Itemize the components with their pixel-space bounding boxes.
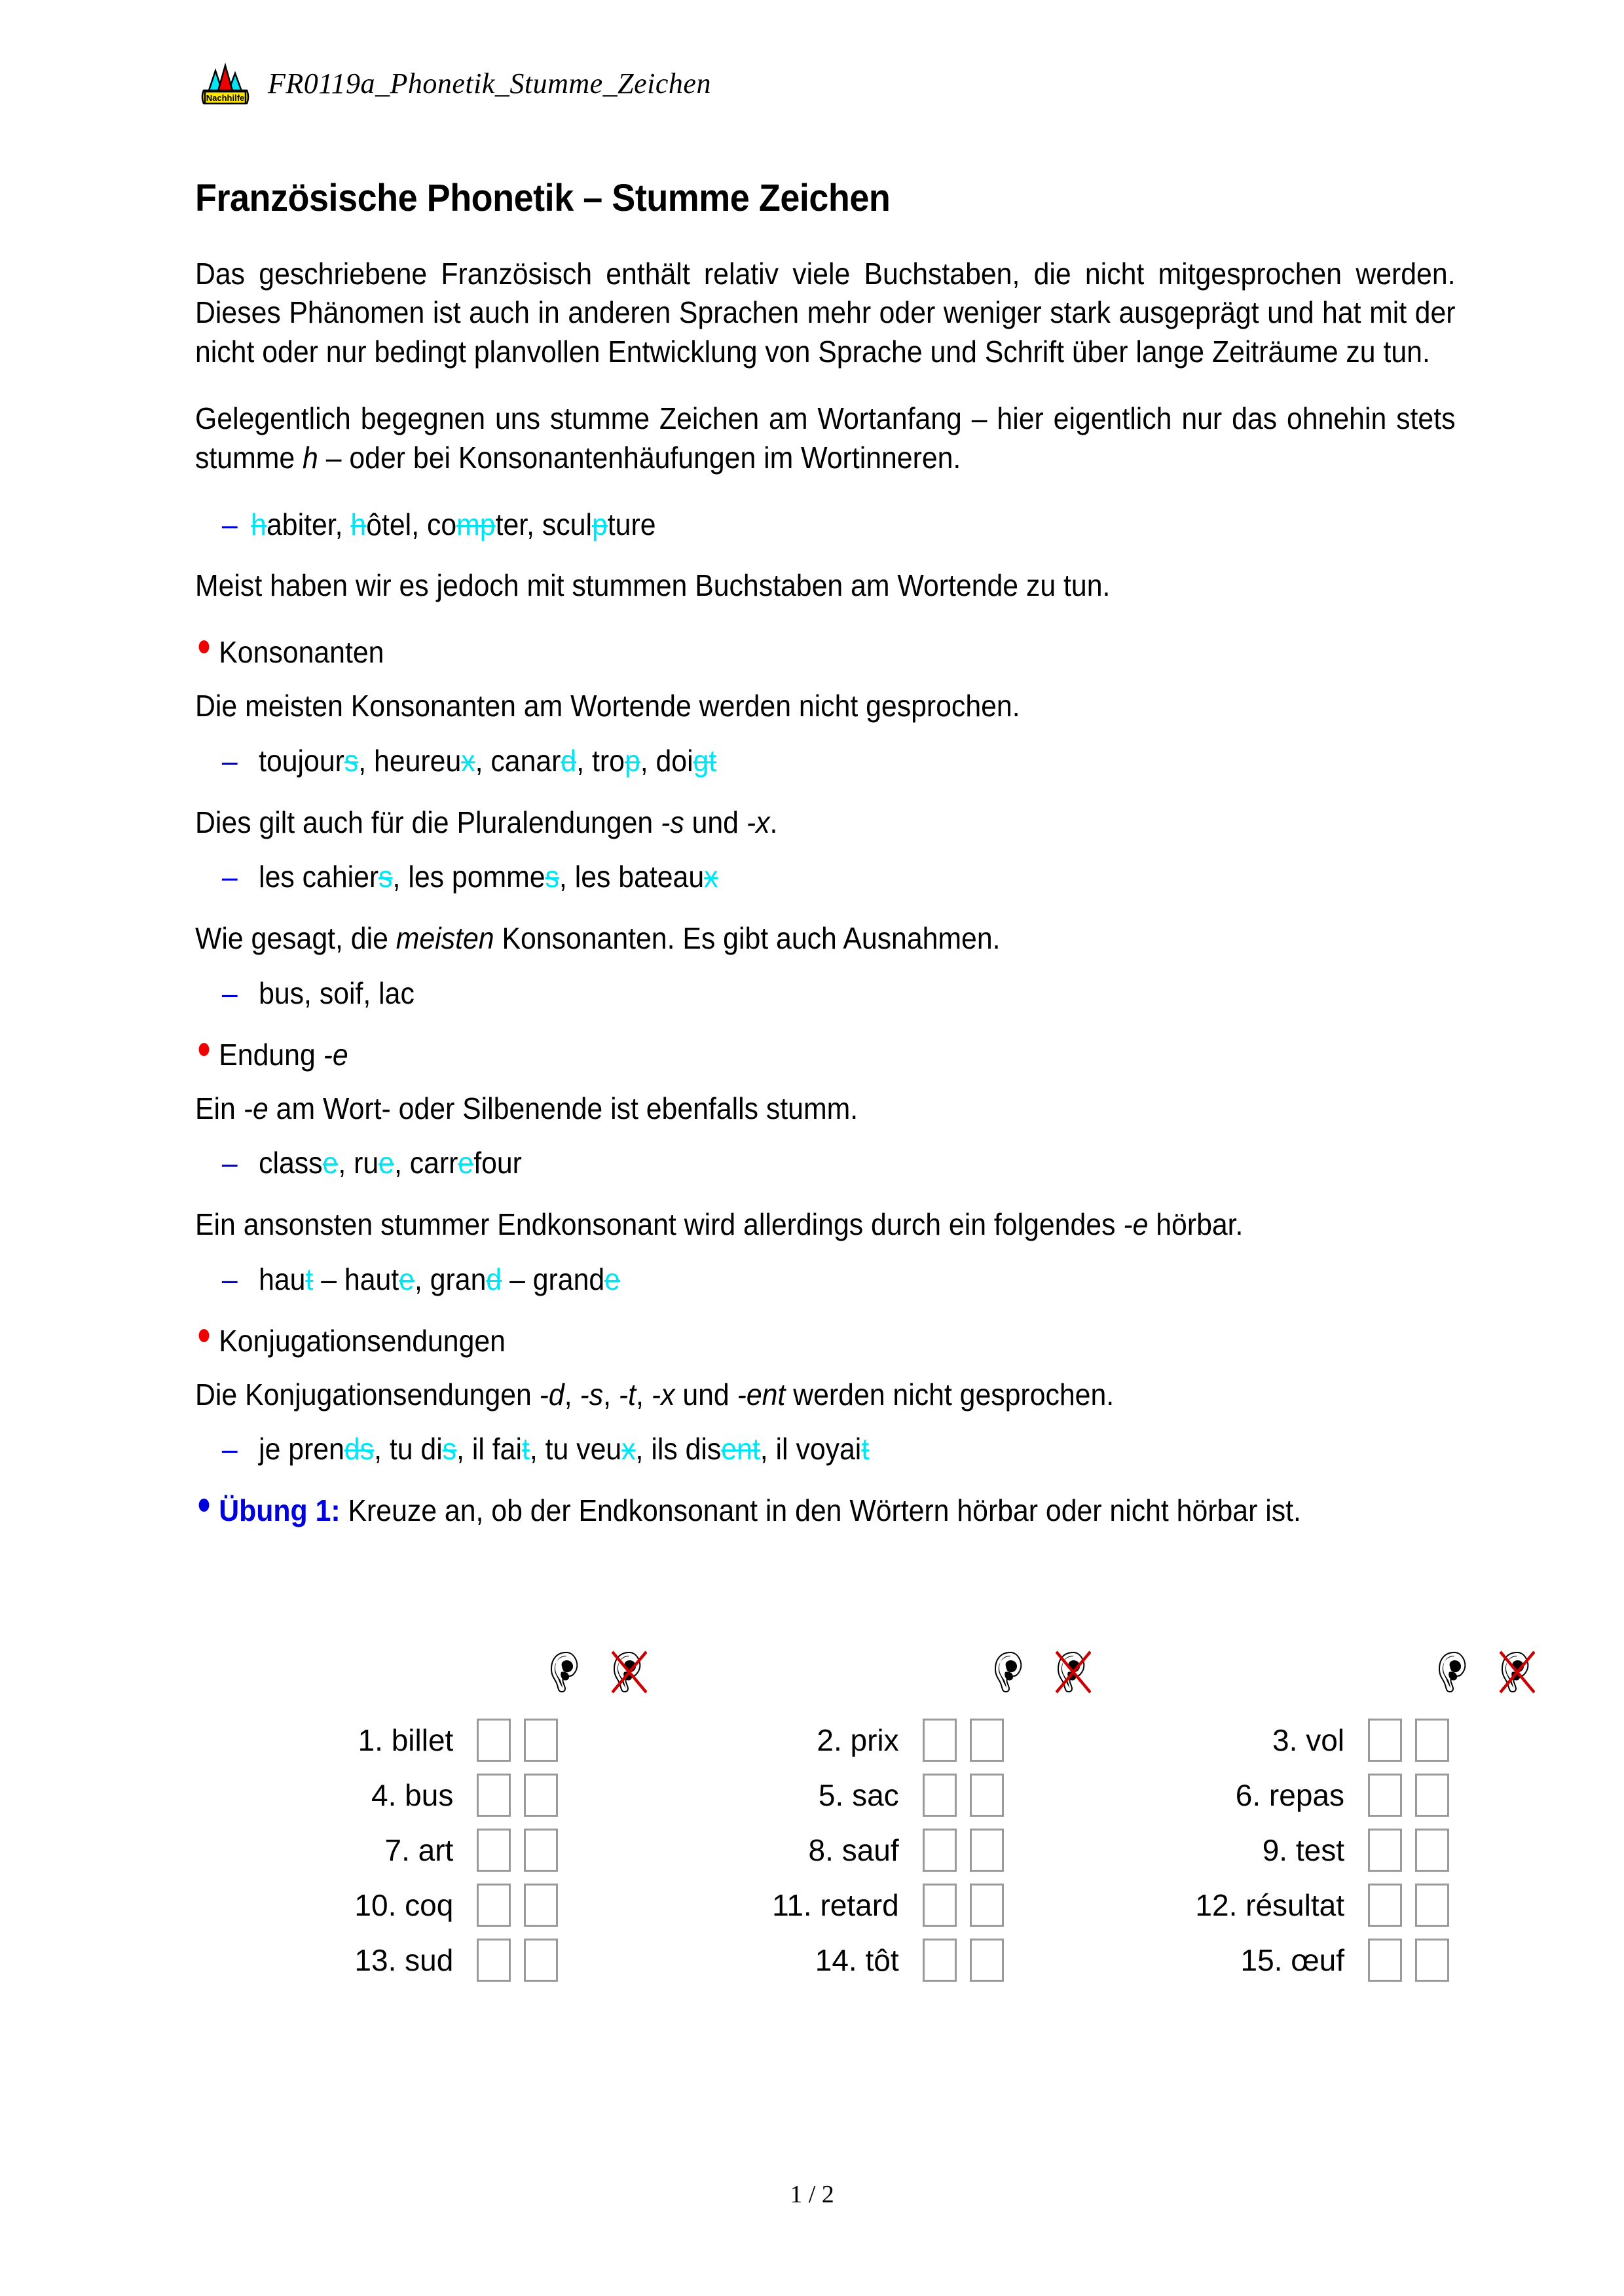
item-number: 12. — [1195, 1888, 1238, 1922]
word-cell — [195, 1768, 470, 1823]
ear-icon-header-row — [195, 1650, 1456, 1713]
spacer — [564, 1713, 640, 1768]
spacer — [564, 1878, 640, 1933]
checkbox-cell-silent[interactable] — [963, 1713, 1010, 1768]
wortanfang-paragraph — [195, 399, 1456, 478]
checkbox-silent[interactable] — [524, 1939, 558, 1982]
checkbox-cell-silent[interactable] — [1409, 1768, 1456, 1823]
checkbox-audible[interactable] — [477, 1774, 511, 1817]
dash-marker: – — [221, 976, 238, 1011]
checkbox-silent[interactable] — [1415, 1884, 1449, 1927]
item-word: sac — [852, 1778, 899, 1812]
silent-letter: t — [305, 1262, 314, 1297]
word-cell — [640, 1878, 915, 1933]
endung-e-a: Ein — [195, 1091, 244, 1125]
konj-sep2: , — [603, 1377, 619, 1412]
item-word: tôt — [865, 1943, 899, 1977]
item-word: test — [1295, 1833, 1344, 1867]
plural-text-mid: und — [684, 805, 747, 839]
checkbox-cell-silent[interactable] — [1409, 1823, 1456, 1878]
table-row — [195, 1823, 1456, 1878]
plural-text-a: Dies gilt auch für die Pluralendungen — [195, 805, 661, 839]
silent-letter: e — [322, 1146, 339, 1180]
item-number: 13. — [354, 1943, 397, 1977]
silent-letter: ent — [721, 1432, 760, 1467]
item-number: 10. — [354, 1888, 397, 1922]
checkbox-cell-audible[interactable] — [916, 1823, 963, 1878]
checkbox-silent[interactable] — [1415, 1774, 1449, 1817]
ear-icon-pair-col1 — [549, 1650, 647, 1694]
silent-letter: s — [442, 1432, 457, 1467]
item-word: sauf — [841, 1833, 899, 1867]
checkbox-audible[interactable] — [1368, 1829, 1402, 1872]
section-heading-label: Konjugationsendungen — [219, 1323, 506, 1358]
item-word: œuf — [1291, 1943, 1344, 1977]
page-title: Französische Phonetik – Stumme Zeichen — [195, 177, 891, 219]
checkbox-audible[interactable] — [923, 1774, 957, 1817]
endung-e-body — [195, 1089, 1456, 1129]
item-word: résultat — [1246, 1888, 1344, 1922]
item-number: 2. — [817, 1723, 842, 1757]
wortanfang-line1: Gelegentlich begegnen uns stumme Zeichen am Wortanfang – hier eigentlich nur das — [195, 401, 1278, 436]
item-number: 8. — [808, 1833, 834, 1867]
word-cell — [1086, 1768, 1361, 1823]
silent-letter: gt — [693, 743, 717, 778]
item-number: 4. — [371, 1778, 397, 1812]
checkbox-cell-silent[interactable] — [963, 1823, 1010, 1878]
item-word: retard — [820, 1888, 899, 1922]
silent-letter: d — [561, 743, 577, 778]
item-number: 7. — [384, 1833, 410, 1867]
silent-letter: h — [251, 507, 267, 541]
italic-s: -s — [580, 1377, 604, 1412]
silent-letter: t — [861, 1432, 870, 1467]
word-cell — [1086, 1823, 1361, 1878]
item-number: 1. — [358, 1723, 383, 1757]
checkbox-silent[interactable] — [1415, 1939, 1449, 1982]
ear-icon — [549, 1650, 584, 1694]
silent-letter: s — [545, 860, 559, 894]
exercise-instruction: Kreuze an, ob der Endkonsonant in den Wörtern hörbar oder nicht hörbar ist. — [340, 1493, 1301, 1528]
item-word: sud — [405, 1943, 454, 1977]
exercise-label: Übung 1: — [219, 1493, 341, 1528]
checkbox-audible[interactable] — [923, 1939, 957, 1982]
italic-e-hoerbar: -e — [1123, 1207, 1149, 1242]
checkbox-cell-silent[interactable] — [517, 1713, 564, 1768]
konj-sep3: , — [636, 1377, 652, 1412]
word-cell — [640, 1768, 915, 1823]
example-konsonanten: – toujours, heureux, canard, trop, doigt — [221, 743, 717, 778]
silent-letter: s — [378, 860, 393, 894]
dash-marker: – — [221, 1262, 238, 1297]
checkbox-cell-silent[interactable] — [517, 1878, 564, 1933]
checkbox-cell-audible[interactable] — [1361, 1823, 1409, 1878]
wortanfang-line2a: ohnehin stets stumme — [195, 401, 1456, 475]
word-cell — [195, 1713, 470, 1768]
item-word: billet — [391, 1723, 454, 1757]
checkbox-audible[interactable] — [477, 1829, 511, 1872]
example-konjugation: – je prends, tu dis, il fait, tu veux, ils disent, il voyait — [221, 1432, 870, 1467]
word-cell — [195, 1878, 470, 1933]
checkbox-cell-audible[interactable] — [1361, 1768, 1409, 1823]
ausnahmen-b: Konsonanten. Es gibt auch Ausnahmen. — [494, 921, 1001, 956]
ear-icon — [993, 1650, 1028, 1694]
italic-e-ending: -e — [243, 1091, 268, 1125]
red-bullet-icon — [199, 1329, 210, 1342]
silent-letter: h — [350, 507, 367, 541]
section-heading-label: Konsonanten — [219, 635, 384, 670]
silent-letter: e — [458, 1146, 474, 1180]
example-endung-e: – classe, rue, carrefour — [221, 1146, 522, 1180]
silent-letter: ds — [344, 1432, 375, 1467]
silent-letter: e — [399, 1262, 415, 1297]
red-bullet-icon — [199, 640, 210, 653]
section-heading-konjugation — [195, 1322, 1456, 1361]
ear-icon-pair-col2 — [993, 1650, 1091, 1694]
table-row — [195, 1713, 1456, 1768]
word-cell — [1086, 1878, 1361, 1933]
checkbox-cell-audible[interactable] — [1361, 1878, 1409, 1933]
section-heading-italic: -e — [323, 1037, 348, 1072]
item-number: 14. — [815, 1943, 857, 1977]
word-cell — [640, 1713, 915, 1768]
dash-marker: – — [221, 743, 238, 778]
wortende-paragraph: Meist haben wir es jedoch mit stummen Buchstaben am Wortende zu tun. — [195, 568, 1111, 603]
checkbox-cell-audible[interactable] — [1361, 1933, 1409, 1988]
table-row — [195, 1878, 1456, 1933]
page-number: 1 / 2 — [790, 2181, 834, 2208]
spacer — [564, 1933, 640, 1988]
intro-paragraph: Das geschriebene Französisch enthält relativ viele Buchstaben, die nicht mitgesprochen werden. Dieses Phänomen ist auch in anderen Sprachen mehr oder weniger stark ausgeprägt und hat mit der nicht oder nur bedingt planvollen Entwicklung von Sprache und Schrift über lange Zeiträume zu tun. — [195, 256, 1456, 369]
konj-mid: und — [674, 1377, 737, 1412]
nachhilfe-mountain-logo — [200, 58, 252, 109]
silent-letter: x — [621, 1432, 636, 1467]
hoerbar-body — [195, 1205, 1456, 1245]
silent-letter: p — [591, 507, 608, 541]
spacer — [1010, 1713, 1086, 1768]
checkbox-silent[interactable] — [970, 1774, 1004, 1817]
plural-text-end: . — [769, 805, 778, 839]
document-header — [200, 58, 711, 109]
page-footer — [0, 2180, 1624, 2209]
checkbox-cell-silent[interactable] — [517, 1933, 564, 1988]
ear-crossed-out-icon — [1500, 1650, 1535, 1694]
table-row — [195, 1768, 1456, 1823]
checkbox-silent[interactable] — [524, 1829, 558, 1872]
hoerbar-a: Ein ansonsten stummer Endkonsonant wird allerdings durch ein folgendes — [195, 1207, 1124, 1242]
example-ausnahmen — [195, 974, 1456, 1013]
dash-marker: – — [221, 1146, 238, 1180]
example-haut-haute: – haut – haute, grand – grande — [221, 1262, 620, 1297]
checkbox-cell-audible[interactable] — [916, 1713, 963, 1768]
document-body — [195, 177, 1456, 1531]
dash-marker: – — [221, 1432, 238, 1467]
section-heading-label: Endung — [219, 1037, 323, 1072]
ear-crossed-out-icon — [612, 1650, 647, 1694]
italic-x: -x — [651, 1377, 675, 1412]
silent-letter: p — [624, 743, 640, 778]
checkbox-cell-audible[interactable] — [916, 1933, 963, 1988]
italic-meisten: meisten — [396, 921, 494, 956]
silent-letter: x — [704, 860, 718, 894]
checkbox-audible[interactable] — [923, 1884, 957, 1927]
checkbox-audible[interactable] — [477, 1719, 511, 1762]
exercise-table — [195, 1650, 1456, 1988]
konj-sep1: , — [564, 1377, 580, 1412]
blue-bullet-icon — [199, 1499, 210, 1512]
checkbox-cell-audible[interactable] — [1361, 1713, 1409, 1768]
red-bullet-icon — [199, 1043, 210, 1056]
item-number: 15. — [1240, 1943, 1283, 1977]
checkbox-audible[interactable] — [1368, 1719, 1402, 1762]
checkbox-audible[interactable] — [477, 1884, 511, 1927]
silent-letter: t — [521, 1432, 530, 1467]
checkbox-cell-silent[interactable] — [963, 1933, 1010, 1988]
item-number: 3. — [1272, 1723, 1298, 1757]
example-plural: – les cahiers, les pommes, les bateaux — [221, 860, 718, 894]
checkbox-cell-silent[interactable] — [1409, 1878, 1456, 1933]
checkbox-audible[interactable] — [1368, 1774, 1402, 1817]
checkbox-cell-audible[interactable] — [470, 1878, 517, 1933]
checkbox-silent[interactable] — [970, 1939, 1004, 1982]
ear-crossed-out-icon — [1056, 1650, 1091, 1694]
ear-icon — [1437, 1650, 1472, 1694]
konj-b: werden nicht gesprochen. — [785, 1377, 1115, 1412]
plural-ending-s: -s — [661, 805, 684, 839]
word-cell — [195, 1933, 470, 1988]
checkbox-audible[interactable] — [923, 1719, 957, 1762]
konj-a: Die Konjugationsendungen — [195, 1377, 540, 1412]
exercise-word-grid — [195, 1713, 1456, 1988]
item-word: prix — [850, 1723, 899, 1757]
checkbox-silent[interactable] — [1415, 1829, 1449, 1872]
dash-marker: – — [221, 860, 238, 894]
spacer — [564, 1768, 640, 1823]
checkbox-cell-audible[interactable] — [470, 1713, 517, 1768]
checkbox-audible[interactable] — [1368, 1884, 1402, 1927]
table-row — [195, 1933, 1456, 1988]
spacer — [1010, 1933, 1086, 1988]
item-number: 5. — [818, 1778, 844, 1812]
plural-body — [195, 803, 1456, 843]
checkbox-audible[interactable] — [477, 1939, 511, 1982]
silent-letter: x — [461, 743, 475, 778]
item-number: 6. — [1235, 1778, 1261, 1812]
word-cell — [640, 1823, 915, 1878]
checkbox-silent[interactable] — [970, 1884, 1004, 1927]
wortanfang-line2b: – oder bei Konsonantenhäufungen im Wortinneren. — [318, 440, 961, 475]
silent-letter: d — [486, 1262, 502, 1297]
konsonanten-body: Die meisten Konsonanten am Wortende werden nicht gesprochen. — [195, 689, 1020, 723]
svg-text:Nachhilfe: Nachhilfe — [206, 93, 245, 103]
checkbox-cell-silent[interactable] — [963, 1768, 1010, 1823]
item-number: 9. — [1262, 1833, 1288, 1867]
checkbox-silent[interactable] — [970, 1719, 1004, 1762]
item-word: coq — [405, 1888, 454, 1922]
checkbox-silent[interactable] — [524, 1884, 558, 1927]
item-number: 11. — [772, 1888, 812, 1922]
document-file-title: FR0119a_Phonetik_Stumme_Zeichen — [268, 67, 711, 100]
ausnahmen-a: Wie gesagt, die — [195, 921, 396, 956]
checkbox-audible[interactable] — [1368, 1939, 1402, 1982]
ausnahmen-words: bus, soif, lac — [259, 976, 415, 1011]
italic-ent: -ent — [737, 1377, 786, 1412]
word-cell — [640, 1933, 915, 1988]
checkbox-cell-audible[interactable] — [470, 1768, 517, 1823]
example-wortanfang: – habiter, hôtel, compter, sculpture — [221, 507, 656, 541]
item-word: vol — [1306, 1723, 1344, 1757]
item-word: bus — [405, 1778, 454, 1812]
checkbox-cell-audible[interactable] — [470, 1823, 517, 1878]
section-heading-konsonanten — [195, 633, 1456, 672]
silent-letter: mp — [456, 507, 496, 541]
checkbox-cell-silent[interactable] — [517, 1768, 564, 1823]
checkbox-audible[interactable] — [923, 1829, 957, 1872]
checkbox-cell-silent[interactable] — [1409, 1713, 1456, 1768]
checkbox-cell-silent[interactable] — [517, 1823, 564, 1878]
exercise-heading — [195, 1491, 1456, 1531]
silent-letter: e — [378, 1146, 394, 1180]
checkbox-cell-silent[interactable] — [1409, 1933, 1456, 1988]
section-heading-endung-e — [195, 1036, 1456, 1075]
item-word: art — [418, 1833, 454, 1867]
ausnahmen-body — [195, 919, 1456, 958]
italic-h: h — [303, 440, 318, 475]
checkbox-silent[interactable] — [970, 1829, 1004, 1872]
ear-icon-pair-col3 — [1437, 1650, 1535, 1694]
checkbox-cell-audible[interactable] — [470, 1933, 517, 1988]
silent-letter: e — [604, 1262, 620, 1297]
word-cell — [195, 1823, 470, 1878]
word-cell — [1086, 1713, 1361, 1768]
spacer — [1010, 1768, 1086, 1823]
checkbox-cell-audible[interactable] — [916, 1878, 963, 1933]
spacer — [1010, 1823, 1086, 1878]
checkbox-silent[interactable] — [1415, 1719, 1449, 1762]
endung-e-b: am Wort- oder Silbenende ist ebenfalls stumm. — [268, 1091, 858, 1125]
checkbox-silent[interactable] — [524, 1774, 558, 1817]
dash-marker: – — [221, 507, 238, 541]
konjugation-body — [195, 1376, 1456, 1415]
italic-t: -t — [618, 1377, 637, 1412]
hoerbar-b: hörbar. — [1148, 1207, 1244, 1242]
silent-letter: s — [344, 743, 359, 778]
spacer — [1010, 1878, 1086, 1933]
item-word: repas — [1268, 1778, 1344, 1812]
plural-ending-x: -x — [746, 805, 770, 839]
italic-d: -d — [539, 1377, 564, 1412]
word-cell — [1086, 1933, 1361, 1988]
checkbox-cell-audible[interactable] — [916, 1768, 963, 1823]
checkbox-cell-silent[interactable] — [963, 1878, 1010, 1933]
checkbox-silent[interactable] — [524, 1719, 558, 1762]
spacer — [564, 1823, 640, 1878]
